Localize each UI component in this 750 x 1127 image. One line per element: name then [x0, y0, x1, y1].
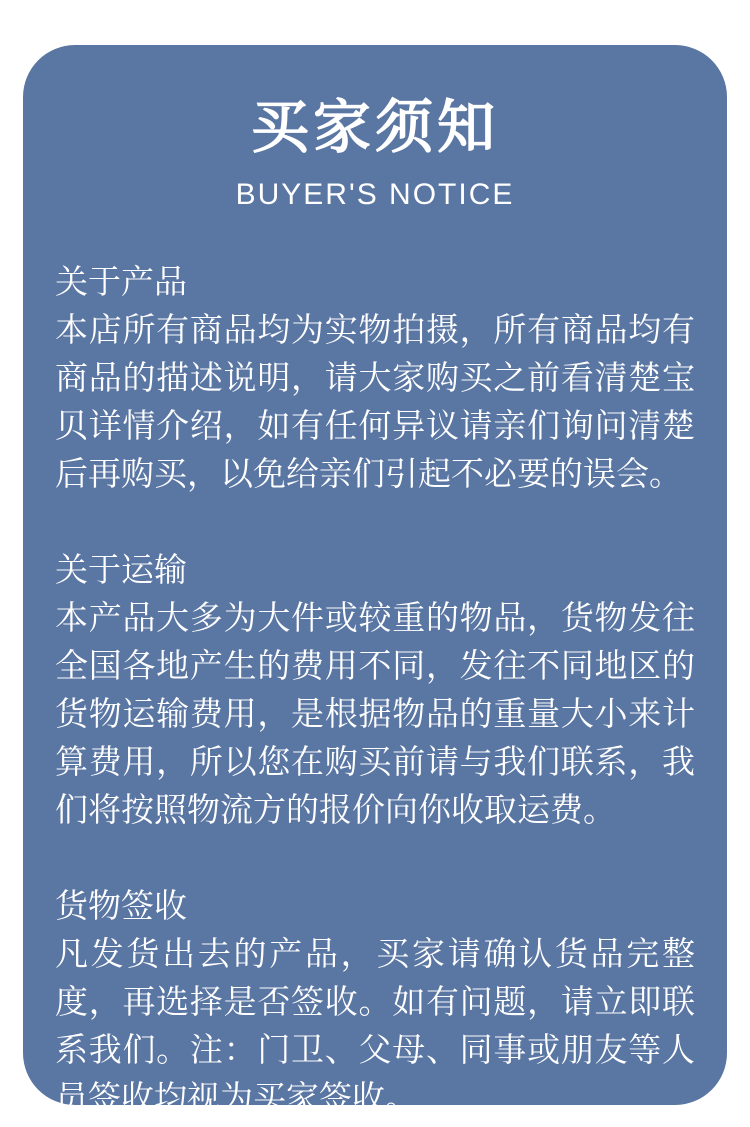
page-title: 买家须知 [250, 95, 499, 160]
section-heading: 货物签收 [55, 886, 187, 924]
section-body: 凡发货出去的产品，买家请确认货品完整度，再选择是否签收。如有问题，请立即联系我们。注：门卫、父母、同事或朋友等人员签收均视为买家签收。 [55, 934, 695, 1116]
section-body: 本店所有商品均为实物拍摄，所有商品均有商品的描述说明，请大家购买之前看清楚宝贝详情介绍，如有任何异议请亲们询问清楚后再购买，以免给亲们引起不必要的误会。 [55, 310, 695, 492]
notice-sections [55, 258, 695, 1122]
section-goods-receipt [55, 882, 695, 1122]
section-heading: 关于运输 [55, 550, 187, 588]
section-about-shipping [55, 546, 695, 834]
notice-card [23, 45, 727, 1116]
section-about-product [55, 258, 695, 498]
section-heading: 关于产品 [55, 262, 187, 300]
page-subtitle: BUYER'S NOTICE [235, 177, 515, 211]
section-body: 本产品大多为大件或较重的物品，货物发往全国各地产生的费用不同，发往不同地区的货物运输费用，是根据物品的重量大小来计算费用，所以您在购买前请与我们联系，我们将按照物流方的报价向你收取运费。 [55, 598, 695, 828]
